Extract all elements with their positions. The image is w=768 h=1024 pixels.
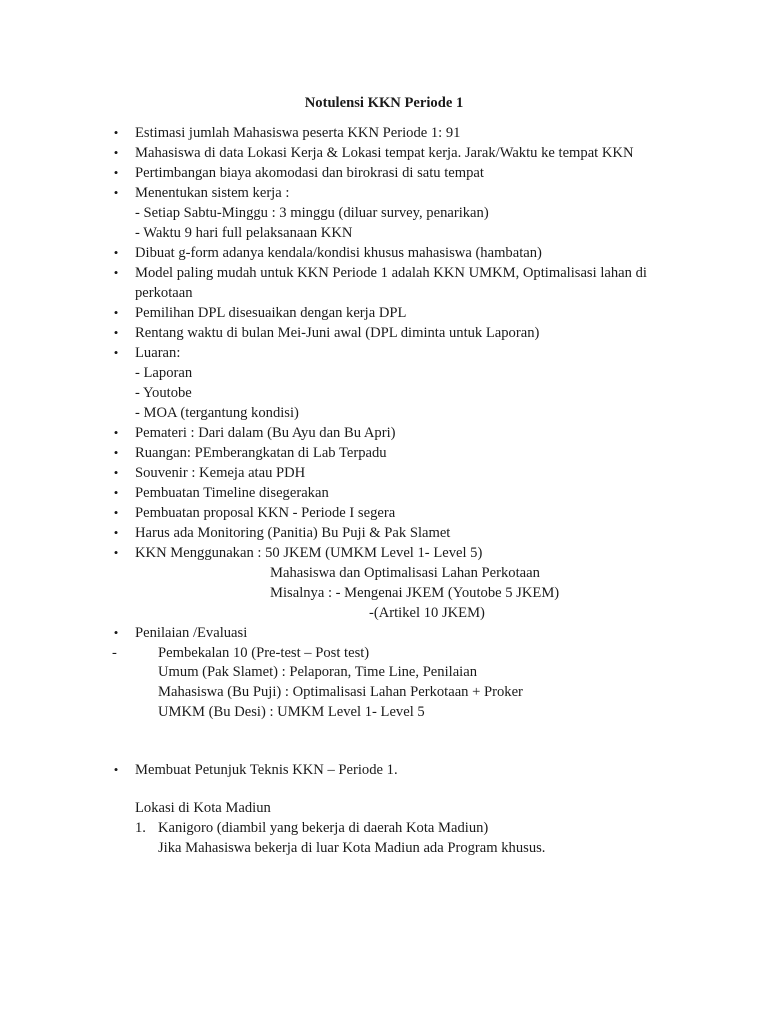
bullet-icon: •	[113, 465, 119, 480]
bullet-icon: •	[113, 305, 119, 320]
list-item: Pembuatan proposal KKN - Periode I segera	[135, 505, 396, 521]
bullet-icon: •	[113, 425, 119, 440]
list-item-continuation: -(Artikel 10 JKEM)	[369, 605, 485, 621]
evaluation-line: UMKM (Bu Desi) : UMKM Level 1- Level 5	[158, 704, 425, 720]
bullet-icon: •	[113, 265, 119, 280]
list-item: Dibuat g-form adanya kendala/kondisi khusus mahasiswa (hambatan)	[135, 245, 542, 261]
list-item: Pembuatan Timeline disegerakan	[135, 485, 329, 501]
list-item-continuation: perkotaan	[135, 285, 193, 301]
bullet-icon: •	[113, 165, 119, 180]
bullet-icon: •	[113, 185, 119, 200]
evaluation-line: Umum (Pak Slamet) : Pelaporan, Time Line, Penilaian	[158, 664, 477, 680]
list-item: Pertimbangan biaya akomodasi dan birokrasi di satu tempat	[135, 165, 484, 181]
list-item: Estimasi jumlah Mahasiswa peserta KKN Periode 1: 91	[135, 125, 461, 141]
bullet-icon: •	[113, 325, 119, 340]
list-item-continuation: - Waktu 9 hari full pelaksanaan KKN	[135, 225, 353, 241]
bullet-icon: •	[113, 245, 119, 260]
bullet-icon: •	[113, 525, 119, 540]
list-number: 1.	[135, 820, 146, 836]
list-item: Penilaian /Evaluasi	[135, 625, 248, 641]
list-item-continuation: Misalnya : - Mengenai JKEM (Youtobe 5 JKEM)	[270, 585, 560, 601]
bullet-icon: •	[113, 762, 119, 777]
technical-guide-item: Membuat Petunjuk Teknis KKN – Periode 1.	[135, 762, 398, 778]
list-item: Luaran:	[135, 345, 181, 361]
list-item: Pemateri : Dari dalam (Bu Ayu dan Bu Apri)	[135, 425, 396, 441]
bullet-icon: •	[113, 545, 119, 560]
list-item-continuation: - Laporan	[135, 365, 193, 381]
bullet-icon: •	[113, 145, 119, 160]
list-item: Model paling mudah untuk KKN Periode 1 adalah KKN UMKM, Optimalisasi lahan di	[135, 265, 647, 281]
bullet-icon: •	[113, 485, 119, 500]
list-item: Ruangan: PEmberangkatan di Lab Terpadu	[135, 445, 387, 461]
list-item: KKN Menggunakan : 50 JKEM (UMKM Level 1- Level 5)	[135, 545, 483, 561]
list-item-continuation: - Setiap Sabtu-Minggu : 3 minggu (diluar survey, penarikan)	[135, 205, 489, 221]
evaluation-dash: -	[112, 645, 117, 661]
bullet-icon: •	[113, 345, 119, 360]
list-item-continuation: Mahasiswa dan Optimalisasi Lahan Perkotaan	[270, 565, 540, 581]
list-item: Pemilihan DPL disesuaikan dengan kerja DPL	[135, 305, 407, 321]
list-item-continuation: - MOA (tergantung kondisi)	[135, 405, 299, 421]
list-item-continuation: - Youtobe	[135, 385, 192, 401]
bullet-icon: •	[113, 445, 119, 460]
evaluation-line: Pembekalan 10 (Pre-test – Post test)	[158, 645, 370, 661]
location-note: Jika Mahasiswa bekerja di luar Kota Madiun ada Program khusus.	[158, 840, 546, 856]
bullet-icon: •	[113, 125, 119, 140]
bullet-icon: •	[113, 505, 119, 520]
evaluation-line: Mahasiswa (Bu Puji) : Optimalisasi Lahan Perkotaan + Proker	[158, 684, 523, 700]
list-item: Souvenir : Kemeja atau PDH	[135, 465, 306, 481]
location-heading: Lokasi di Kota Madiun	[135, 800, 271, 816]
list-item: Harus ada Monitoring (Panitia) Bu Puji & Pak Slamet	[135, 525, 451, 541]
list-item: Mahasiswa di data Lokasi Kerja & Lokasi tempat kerja. Jarak/Waktu ke tempat KKN	[135, 145, 634, 161]
document-title: Notulensi KKN Periode 1	[304, 95, 464, 111]
location-item: Kanigoro (diambil yang bekerja di daerah Kota Madiun)	[158, 820, 489, 836]
bullet-icon: •	[113, 625, 119, 640]
list-item: Menentukan sistem kerja :	[135, 185, 290, 201]
list-item: Rentang waktu di bulan Mei-Juni awal (DPL diminta untuk Laporan)	[135, 325, 540, 341]
